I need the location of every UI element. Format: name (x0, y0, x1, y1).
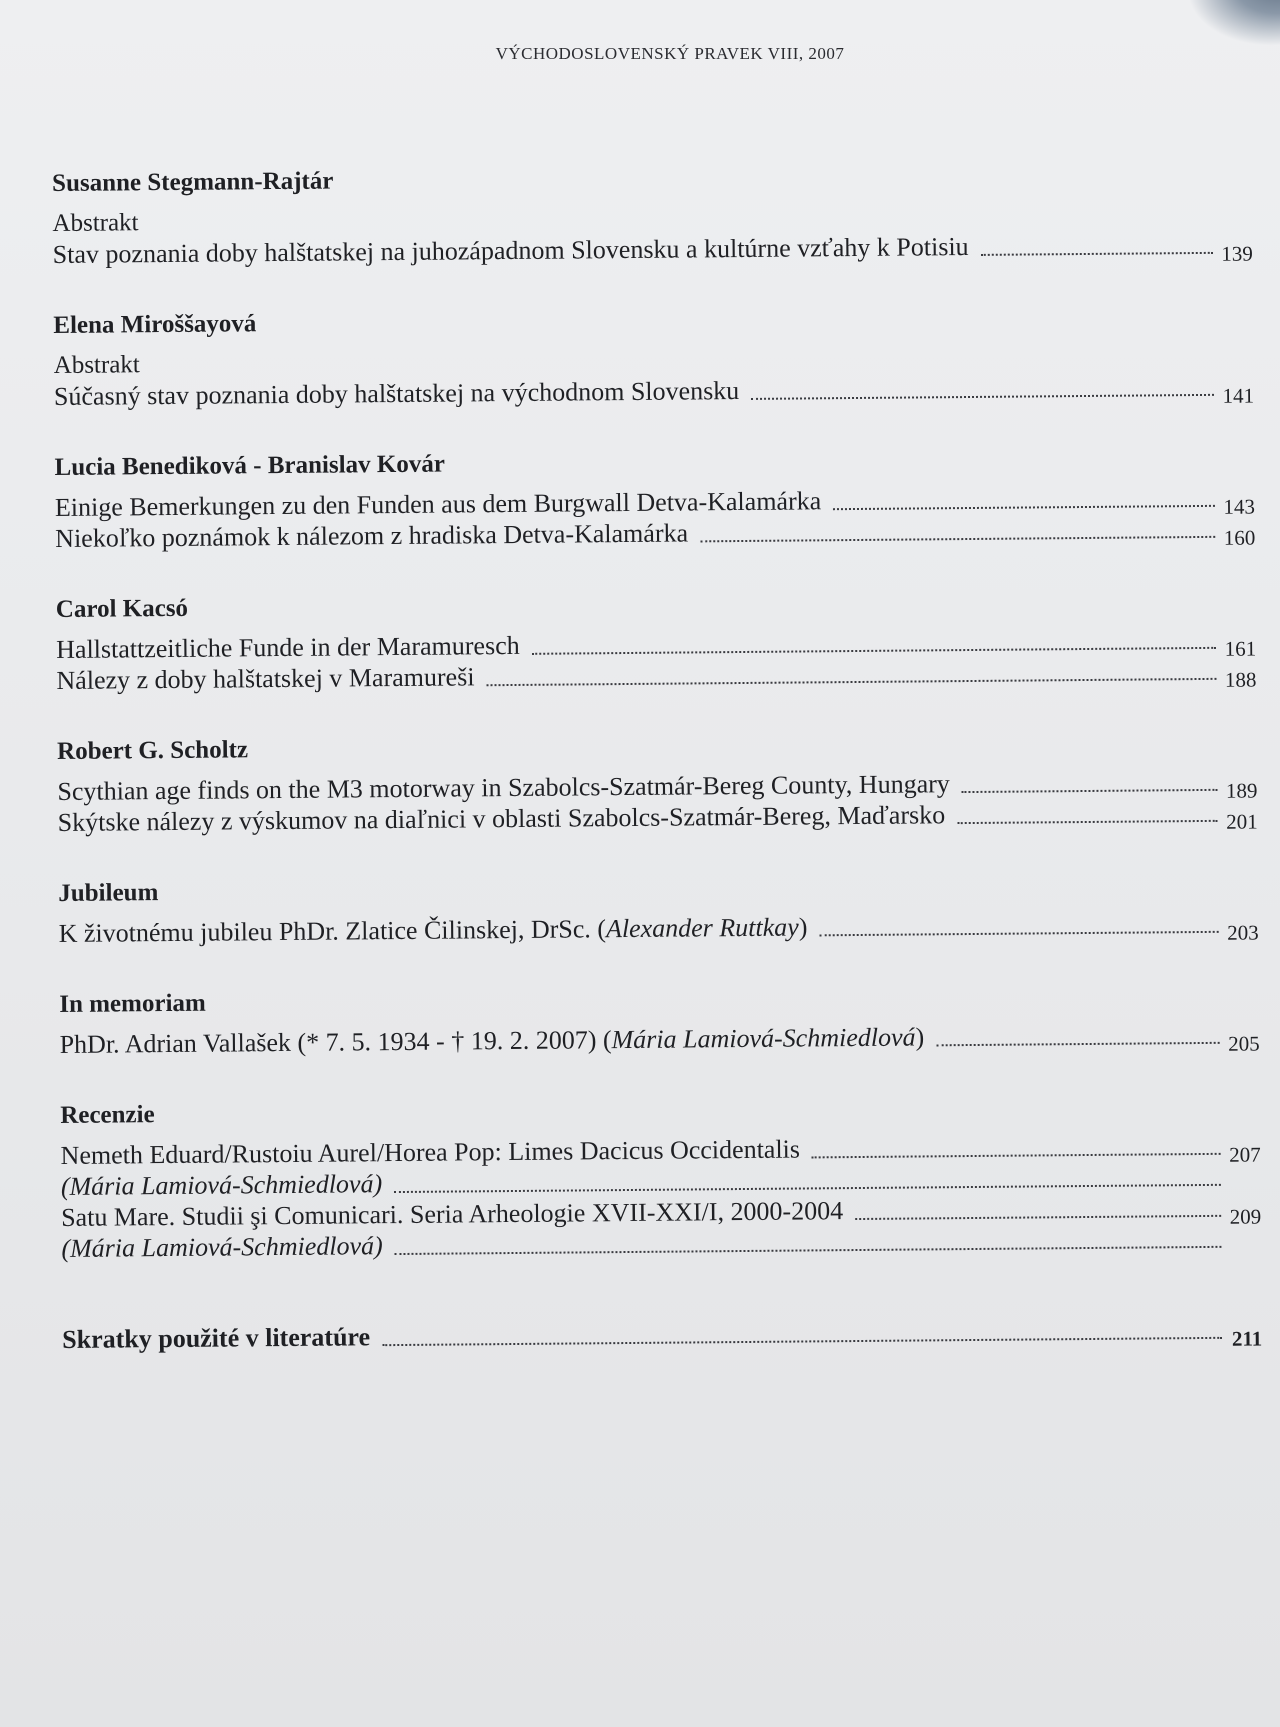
entry-title-end: ) (915, 1022, 925, 1052)
toc-entry-abbreviations[interactable] (62, 1313, 1262, 1354)
toc-section-in-memoriam (59, 980, 1260, 1059)
toc-section (57, 728, 1258, 838)
entry-title: Skýtske nálezy z výskumov na diaľnici v oblasti Szabolcs-Szatmár-Bereg, Maďarsko (57, 800, 946, 837)
entry-page-number: 203 (1227, 920, 1259, 945)
toc-entry[interactable] (59, 1018, 1259, 1059)
entry-page-number: 139 (1221, 241, 1253, 266)
toc-entry[interactable] (59, 907, 1259, 948)
dot-leader (751, 393, 1214, 400)
toc-section (54, 444, 1255, 554)
entry-title: Skratky použité v literatúre (62, 1322, 371, 1354)
entry-page-number: 141 (1222, 383, 1255, 408)
entry-page-number: 143 (1223, 494, 1256, 519)
entry-title: Scythian age finds on the M3 motorway in Szabolcs-Szatmár-Bereg County, Hungary (57, 769, 950, 806)
entry-page-number: 160 (1223, 525, 1256, 550)
dot-leader (394, 1183, 1221, 1193)
entry-title-text: K životnému jubileu PhDr. Zlatice Čilinskej, DrSc. ( (58, 914, 607, 948)
section-heading: Jubileum (58, 879, 159, 907)
entry-title: Súčasný stav poznania doby halštatskej na východnom Slovensku (53, 376, 740, 411)
entry-title: Nemeth Eduard/Rustoiu Aurel/Horea Pop: Limes Dacicus Occidentalis (60, 1134, 801, 1170)
entry-title: Satu Mare. Studii şi Comunicari. Seria Arheologie XVII-XXI/I, 2000-2004 (61, 1196, 844, 1232)
entry-page-number: 201 (1226, 809, 1258, 834)
entry-reviewer-italic: (Mária Lamiová-Schmiedlová) (60, 1169, 383, 1201)
entry-reviewer-italic: (Mária Lamiová-Schmiedlová) (61, 1231, 383, 1263)
dot-leader (833, 504, 1215, 510)
dot-leader (532, 646, 1216, 655)
entry-page-number: 211 (1231, 1326, 1263, 1351)
dot-leader (936, 1041, 1219, 1046)
section-author: Robert G. Scholtz (56, 736, 249, 765)
toc-section (53, 302, 1254, 412)
toc-section (56, 586, 1257, 696)
dot-leader (382, 1336, 1222, 1346)
abstract-label: Abstrakt (53, 351, 140, 379)
entry-page-number: 207 (1229, 1142, 1261, 1167)
entry-page-number: 188 (1224, 667, 1257, 692)
entry-title: Nálezy z doby halštatskej v Maramureši (56, 662, 475, 695)
entry-title: Niekoľko poznámok k nálezom z hradiska Detva-Kalamárka (55, 518, 689, 553)
entry-title (59, 1021, 924, 1060)
entry-author-italic: Alexander Ruttkay (605, 912, 799, 944)
dot-leader (962, 788, 1218, 793)
entry-author-italic: Mária Lamiová-Schmiedlová (611, 1022, 916, 1055)
dot-leader (981, 251, 1213, 256)
section-heading: In memoriam (59, 989, 206, 1018)
dot-leader (487, 677, 1217, 686)
dot-leader (700, 535, 1215, 542)
entry-title (59, 911, 808, 949)
dot-leader (395, 1245, 1222, 1255)
entry-page-number: 189 (1225, 778, 1258, 803)
section-author: Carol Kacsó (55, 594, 189, 623)
entry-page-number: 205 (1228, 1031, 1260, 1056)
entry-title: Hallstattzeitliche Funde in der Maramuresch (56, 630, 520, 664)
section-author: Elena Miroššayová (53, 310, 257, 339)
running-head: VÝCHODOSLOVENSKÝ PRAVEK VIII, 2007 (495, 44, 845, 63)
section-author: Susanne Stegmann-Rajtár (52, 167, 334, 197)
section-author: Lucia Benediková - Branislav Kovár (54, 450, 446, 481)
abstract-label: Abstrakt (52, 209, 139, 237)
dot-leader (855, 1214, 1221, 1220)
dot-leader (819, 930, 1218, 936)
entry-page-number: 209 (1229, 1204, 1262, 1229)
dot-leader (812, 1152, 1221, 1159)
table-of-contents (52, 160, 1262, 1355)
entry-title: Einige Bemerkungen zu den Funden aus dem Burgwall Detva-Kalamárka (54, 486, 822, 522)
entry-title: Stav poznania doby halštatskej na juhozápadnom Slovensku a kultúrne vzťahy k Potisiu (52, 232, 969, 269)
toc-section (52, 160, 1253, 270)
dot-leader (957, 819, 1217, 824)
entry-page-number: 161 (1224, 636, 1257, 661)
section-heading: Recenzie (60, 1101, 155, 1129)
toc-section-recenzie (60, 1091, 1261, 1263)
entry-title-text: PhDr. Adrian Vallašek (* 7. 5. 1934 - † 19. 2. 2007) ( (59, 1025, 612, 1059)
entry-title-end: ) (798, 912, 808, 942)
toc-section-jubileum (58, 870, 1259, 949)
